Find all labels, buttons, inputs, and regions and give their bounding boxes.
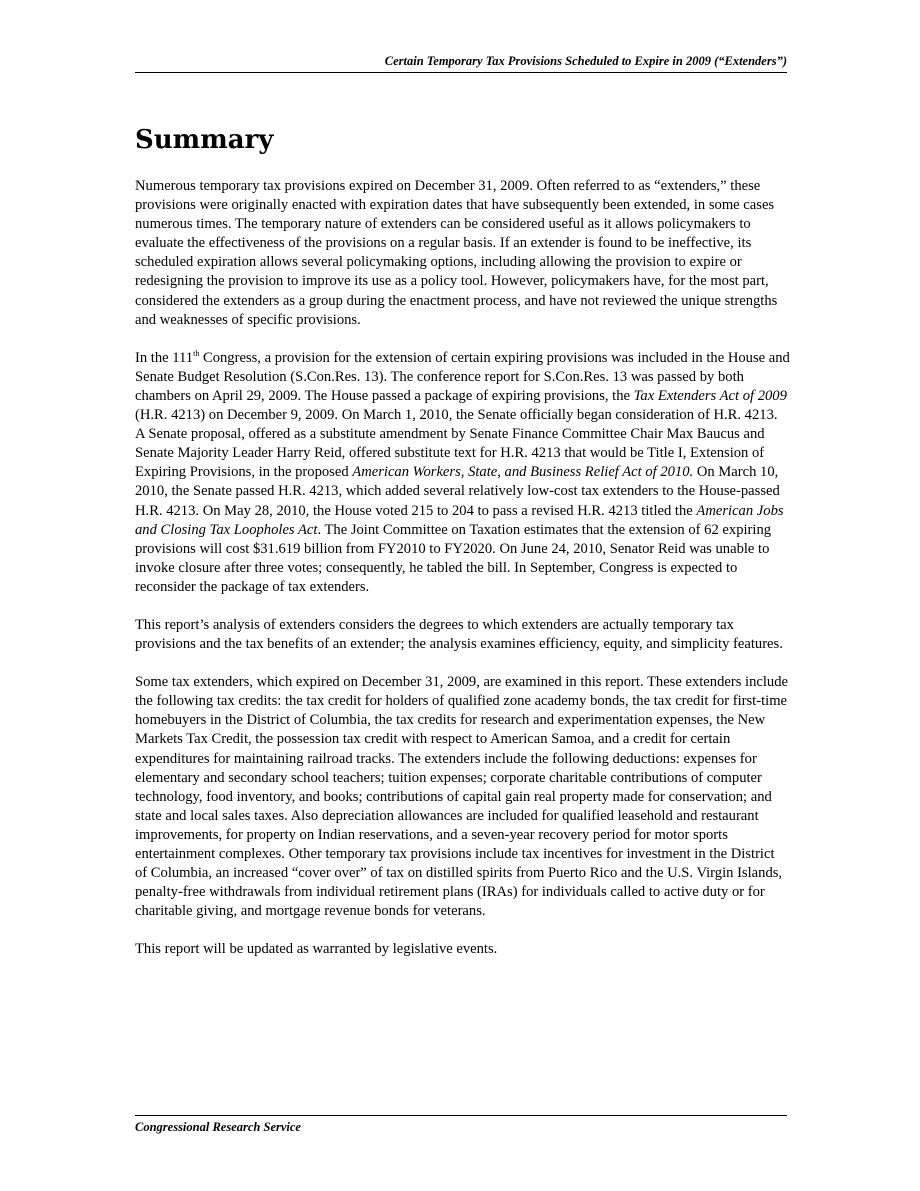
paragraph-legislative-history <box>135 349 790 597</box>
running-header: Certain Temporary Tax Provisions Scheduled to Expire in 2009 (“Extenders”) <box>135 52 787 73</box>
section-title: Summary <box>135 125 274 155</box>
text-run: In the 111 <box>135 349 194 366</box>
act-title-jobs-loopholes: American Jobs and Closing Tax Loopholes Act <box>135 502 784 538</box>
text-run: (H.R. 4213) on December 9, 2009. On March 1, 2010, the Senate officially began consideration of H.R. 4213. A Senate proposal, offered as a substitute amendment by Senate Finance Committee Chair Max Baucus and Senate Majority Leader Harry Reid, offered substitute text for H.R. 4213 that would be Title I, Extension of Expiring Provisions, in the proposed <box>135 407 778 481</box>
paragraph-intro: Numerous temporary tax provisions expired on December 31, 2009. Often referred to as “extenders,” these provisions were originally enacted with expiration dates that have subsequently been extended, in some cases numerous times. The temporary nature of extenders can be considered useful as it allows policymakers to evaluate the effectiveness of the provisions on a regular basis. If an extender is found to be ineffective, its scheduled expiration allows several policymaking options, including allowing the provision to expire or redesigning the provision to improve its use as a policy tool. However, policymakers have, for the most part, considered the extenders as a group during the enactment process, and have not reviewed the unique strengths and weaknesses of specific provisions. <box>135 178 778 328</box>
running-footer: Congressional Research Service <box>135 1115 787 1135</box>
paragraph-analysis: This report’s analysis of extenders considers the degrees to which extenders are actually temporary tax provisions and the tax benefits of an extender; the analysis examines efficiency, equity, and simplicity features. <box>135 616 783 653</box>
text-run: On March 10, 2010, the Senate passed H.R. 4213, which added several relatively low-cost tax extenders to the House-passed H.R. 4213. On May 28, 2010, the House voted 215 to 204 to pass a revised H.R. 4213 titled the <box>135 464 780 519</box>
act-title-relief-act: American Workers, State, and Business Relief Act of 2010. <box>352 464 694 481</box>
text-run: Congress, a provision for the extension of certain expiring provisions was included in the House and Senate Budget Resolution (S.Con.Res. 13). The conference report for S.Con.Res. 13 was passed by both chambers on April 29, 2009. The House passed a package of expiring provisions, the <box>135 349 790 404</box>
text-run: . The Joint Committee on Taxation estimates that the extension of 62 expiring provisions will cost $31.619 billion from FY2010 to FY2020. On June 24, 2010, Senator Reid was unable to invoke closure after three votes; consequently, he tabled the bill. In September, Congress is expected to reconsider the package of tax extenders. <box>135 521 772 595</box>
summary-body <box>135 177 790 978</box>
ordinal-superscript: th <box>193 348 200 358</box>
paragraph-update-note: This report will be updated as warranted by legislative events. <box>135 941 498 958</box>
act-title-tax-extenders: Tax Extenders Act of 2009 <box>633 387 787 404</box>
paragraph-extenders-list: Some tax extenders, which expired on December 31, 2009, are examined in this report. These extenders include the following tax credits: the tax credit for holders of qualified zone academy bonds, the tax credit for first-time homebuyers in the District of Columbia, the tax credits for research and experimentation expenses, the New Markets Tax Credit, the possession tax credit with respect to American Samoa, and a credit for certain expenditures for maintaining railroad tracks. The extenders include the following deductions: expenses for elementary and secondary school teachers; tuition expenses; corporate charitable contributions of computer technology, food inventory, and books; contributions of capital gain real property made for conservation; and state and local sales taxes. Also depreciation allowances are included for qualified leasehold and restaurant improvements, for property on Indian reservations, and a seven-year recovery period for motor sports entertainment complexes. Other temporary tax provisions include tax incentives for investment in the District of Columbia, an increased “cover over” of tax on distilled spirits from Puerto Rico and the U.S. Virgin Islands, penalty-free withdrawals from individual retirement plans (IRAs) for individuals called to active duty or for charitable giving, and mortgage revenue bonds for veterans. <box>135 674 788 920</box>
